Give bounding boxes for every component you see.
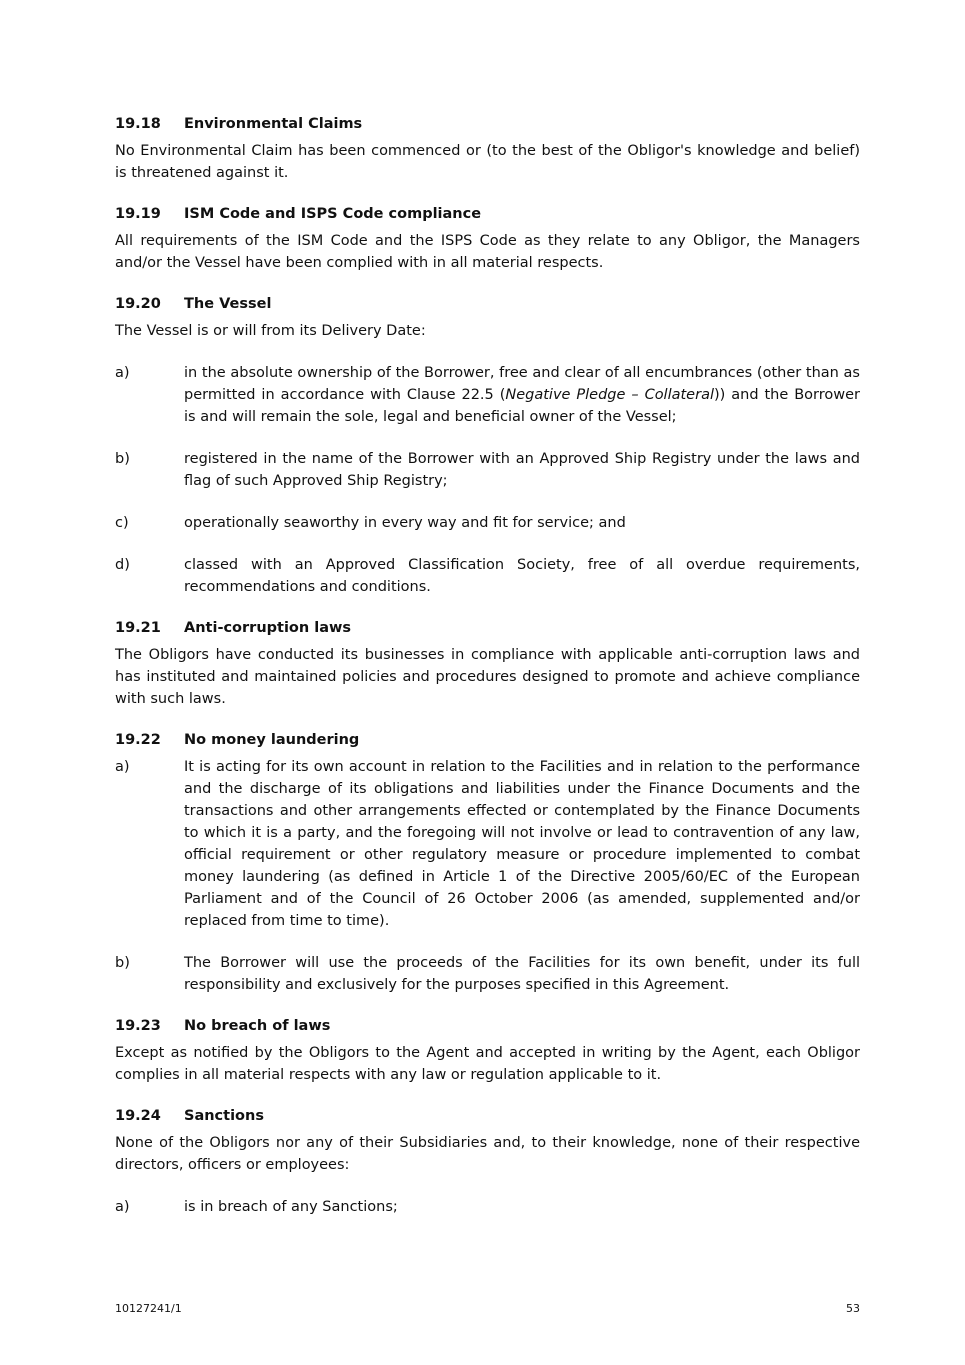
list-item-text: classed with an Approved Classification Society, free of all overdue requirements, recommendations and conditions.	[184, 557, 860, 595]
document-reference: 10127241/1	[115, 1302, 182, 1315]
list-item-label: c)	[115, 515, 129, 531]
list-item-label: a)	[115, 759, 130, 775]
section-number: 19.18	[115, 116, 161, 132]
list-item	[115, 756, 860, 932]
section-title: No money laundering	[184, 732, 360, 748]
list-item-label: b)	[115, 955, 130, 971]
section-title: No breach of laws	[184, 1018, 331, 1034]
section-number: 19.23	[115, 1018, 161, 1034]
section-heading-19-24	[115, 1105, 860, 1127]
list-item-text-part: in the absolute ownership of the Borrower, free and clear of all encumbrances (other than as permitted in accordance with Clause 22.5 (	[184, 365, 860, 403]
section-body: The Obligors have conducted its businesses in compliance with applicable anti-corruption laws and has instituted and maintained policies and procedures designed to promote and achieve compliance with such laws.	[115, 647, 860, 707]
list-item-text: registered in the name of the Borrower with an Approved Ship Registry under the laws and flag of such Approved Ship Registry;	[184, 451, 860, 489]
section-number: 19.22	[115, 732, 161, 748]
section-body: No Environmental Claim has been commenced or (to the best of the Obligor's knowledge and belief) is threatened against it.	[115, 143, 860, 181]
list-item-text-part: )) and the Borrower is and will remain the sole, legal and beneficial owner of the Vessel;	[184, 387, 860, 425]
section-title: The Vessel	[184, 296, 272, 312]
document-page	[115, 113, 860, 1218]
list-item-label: b)	[115, 451, 130, 467]
list-item-text: It is acting for its own account in relation to the Facilities and in relation to the performance and the discharge of its obligations and liabilities under the Finance Documents and the transactions and other arrangements effected or contemplated by the Finance Documents to which it is a party, and the foregoing will not involve or lead to contravention of any law, official requirement or other regulatory measure or procedure implemented to combat money laundering (as defined in Article 1 of the Directive 2005/60/EC of the European Parliament and of the Council of 26 October 2006 (as amended, supplemented and/or replaced from time to time).	[184, 759, 860, 929]
section-body: The Vessel is or will from its Delivery Date:	[115, 323, 426, 339]
section-number: 19.24	[115, 1108, 161, 1124]
section-title: ISM Code and ISPS Code compliance	[184, 206, 482, 222]
section-heading-19-22	[115, 729, 860, 751]
section-heading-19-19	[115, 203, 860, 225]
list-item	[115, 448, 860, 492]
list-item-label: a)	[115, 1199, 130, 1215]
list-item-text: The Borrower will use the proceeds of the Facilities for its own benefit, under its full responsibility and exclusively for the purposes specified in this Agreement.	[184, 955, 860, 993]
section-title: Environmental Claims	[184, 116, 363, 132]
list-item-text: operationally seaworthy in every way and fit for service; and	[184, 515, 626, 531]
list-item	[115, 512, 860, 534]
section-body: None of the Obligors nor any of their Subsidiaries and, to their knowledge, none of their respective directors, officers or employees:	[115, 1135, 860, 1173]
section-title: Anti-corruption laws	[184, 620, 352, 636]
section-heading-19-20	[115, 293, 860, 315]
section-number: 19.19	[115, 206, 161, 222]
page-number: 53	[846, 1302, 860, 1315]
page-footer	[115, 1302, 860, 1315]
list-item-text: is in breach of any Sanctions;	[184, 1199, 398, 1215]
list-item	[115, 362, 860, 428]
list-item	[115, 554, 860, 598]
list-item-text	[184, 362, 860, 428]
list-item	[115, 952, 860, 996]
section-heading-19-18	[115, 113, 860, 135]
list-item-label: a)	[115, 365, 130, 381]
cross-reference-title: Negative Pledge – Collateral	[505, 387, 714, 403]
section-number: 19.20	[115, 296, 161, 312]
list-item-label: d)	[115, 557, 130, 573]
section-body: Except as notified by the Obligors to the Agent and accepted in writing by the Agent, each Obligor complies in all material respects with any law or regulation applicable to it.	[115, 1045, 860, 1083]
section-number: 19.21	[115, 620, 161, 636]
list-item	[115, 1196, 860, 1218]
section-title: Sanctions	[184, 1108, 264, 1124]
section-heading-19-21	[115, 617, 860, 639]
section-heading-19-23	[115, 1015, 860, 1037]
section-body: All requirements of the ISM Code and the ISPS Code as they relate to any Obligor, the Managers and/or the Vessel have been complied with in all material respects.	[115, 233, 860, 271]
